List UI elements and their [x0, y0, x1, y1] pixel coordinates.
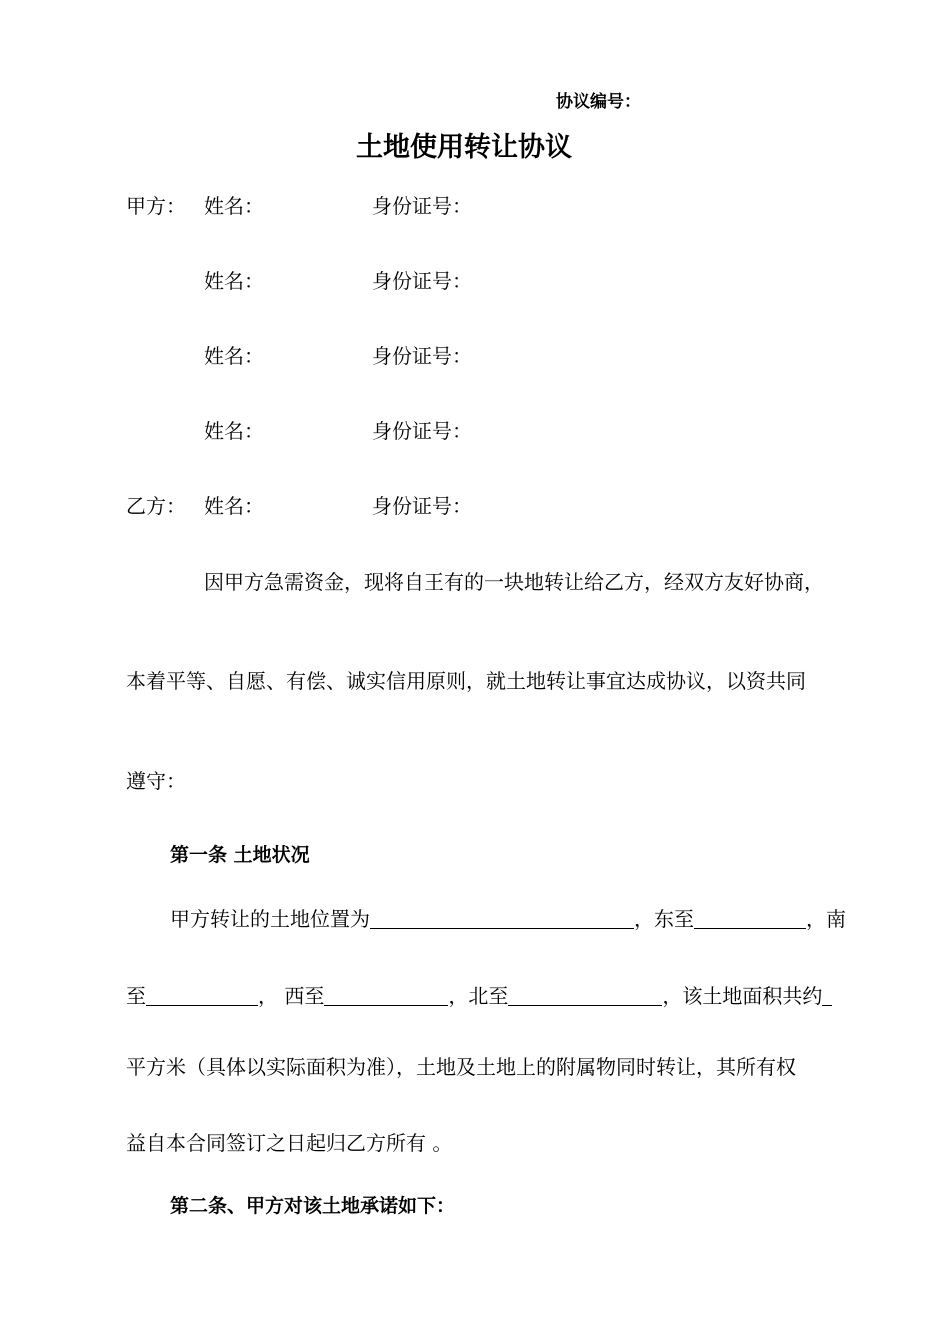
id-number-label: 身份证号： — [372, 494, 472, 518]
name-label: 姓名： — [204, 419, 264, 443]
preamble-line-1: 因甲方急需资金，现将自王有的一块地转让给乙方，经双方友好协商， — [204, 570, 824, 594]
article-2-heading: 第二条、甲方对该土地承诺如下： — [170, 1195, 456, 1217]
article-1-text: ， 西至 — [258, 984, 325, 1008]
article-1-line-3: 平方米（具体以实际面积为准），土地及土地上的附属物同时转让，其所有权 — [126, 1055, 796, 1079]
party-b-label: 乙方： — [126, 494, 186, 518]
article-1-line-4: 益自本合同签订之日起归乙方所有 。 — [126, 1131, 453, 1155]
name-label: 姓名： — [204, 269, 264, 293]
name-label: 姓名： — [204, 194, 264, 218]
id-number-label: 身份证号： — [372, 419, 472, 443]
area-blank — [822, 985, 832, 1006]
name-label: 姓名： — [204, 494, 264, 518]
party-a-label: 甲方： — [126, 194, 186, 218]
document-title: 土地使用转让协议 — [356, 132, 572, 163]
article-1-text: ，南 — [806, 907, 846, 931]
east-boundary-blank — [694, 908, 806, 929]
west-boundary-blank — [324, 985, 448, 1006]
id-number-label: 身份证号： — [372, 194, 472, 218]
article-1-heading: 第一条 土地状况 — [170, 844, 310, 866]
preamble-line-3: 遵守： — [126, 769, 186, 793]
id-number-label: 身份证号： — [372, 344, 472, 368]
name-label: 姓名： — [204, 344, 264, 368]
north-boundary-blank — [508, 985, 662, 1006]
location-blank — [370, 908, 634, 929]
article-1-text: ，北至 — [448, 984, 509, 1008]
article-1-line-2 — [126, 985, 832, 1006]
article-1-text: ，该土地面积共约 — [662, 984, 823, 1008]
article-1-text: ，东至 — [634, 907, 694, 931]
article-1-text: 至 — [126, 984, 146, 1008]
preamble-line-2: 本着平等、自愿、有偿、诚实信用原则，就土地转让事宜达成协议，以资共同 — [126, 669, 806, 693]
id-number-label: 身份证号： — [372, 269, 472, 293]
south-boundary-blank — [146, 985, 258, 1006]
agreement-number-label: 协议编号： — [556, 92, 641, 112]
article-1-line-1 — [170, 908, 846, 929]
article-1-text: 甲方转让的土地位置为 — [170, 907, 370, 931]
